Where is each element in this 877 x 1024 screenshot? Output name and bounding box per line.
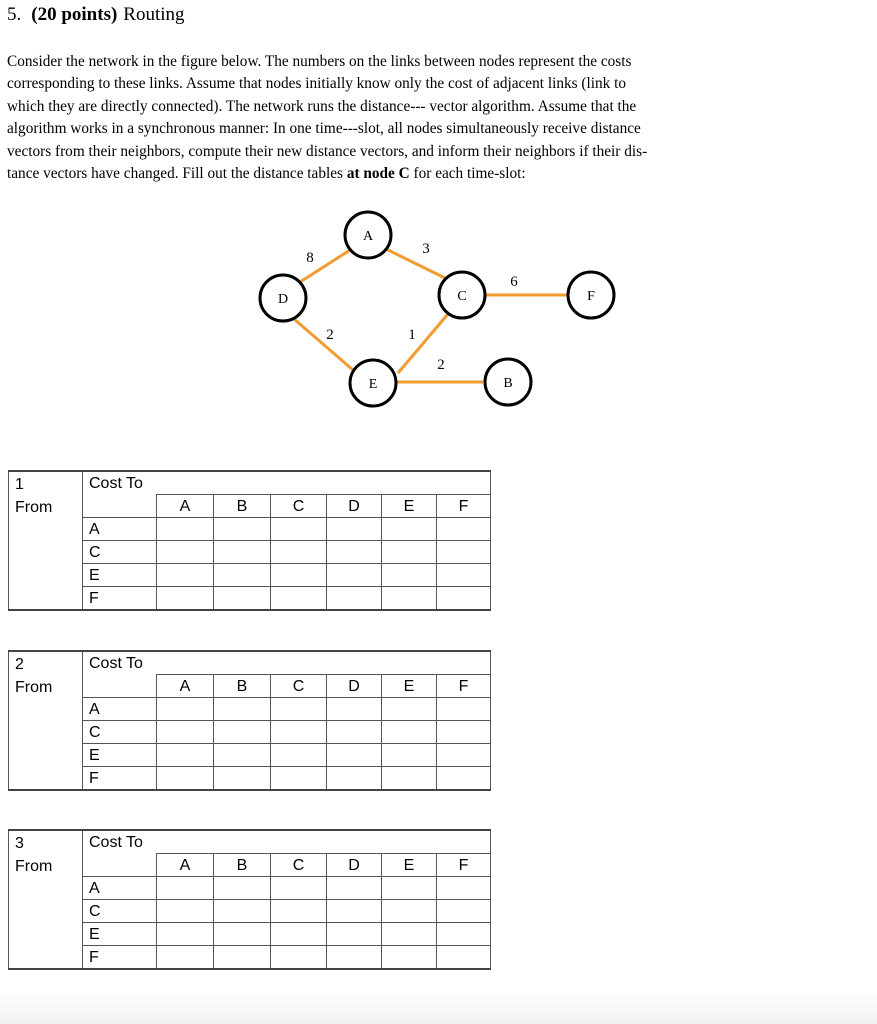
table-cell [214, 698, 271, 721]
table-cell [214, 767, 271, 791]
question-title: Routing [123, 4, 185, 25]
link-cost-e-c: 1 [408, 327, 416, 343]
table-cell [327, 541, 382, 564]
table-row-header: C [83, 721, 157, 744]
page-bottom-shade [0, 990, 877, 1024]
node-a-label: A [362, 229, 374, 244]
distance-table-slot-2 [8, 650, 491, 791]
table-column-header: D [327, 854, 382, 877]
question-line: which they are directly connected). The network runs the distance--- vector algorithm. Assume that the [7, 97, 637, 115]
table-cell [327, 698, 382, 721]
question-line: algorithm works in a synchronous manner: In one time---slot, all nodes simultaneously receive distance [7, 120, 641, 138]
table-cell [327, 744, 382, 767]
question-text: tance vectors have changed. Fill out the distance tables [7, 165, 347, 183]
table-column-header: F [437, 675, 491, 698]
link-cost-e-b: 2 [437, 357, 445, 373]
table-row-header: A [83, 877, 157, 900]
link-cost-a-d: 8 [306, 250, 314, 266]
table-cell [214, 923, 271, 946]
table-cell [271, 698, 327, 721]
table-column-header: C [271, 495, 327, 518]
table-column-header: A [157, 854, 214, 877]
table-cell [382, 721, 437, 744]
table-cell [157, 698, 214, 721]
question-line: corresponding to these links. Assume that nodes initially know only the cost of adjacent links (link to [7, 75, 627, 93]
table-cell [157, 518, 214, 541]
node-e [350, 360, 396, 406]
table-cell [157, 946, 214, 970]
table-cell [437, 877, 491, 900]
table-row-header: F [83, 587, 157, 611]
node-d-label: D [277, 292, 289, 307]
table-header-blank [83, 675, 157, 698]
table-cell [214, 744, 271, 767]
node-c [439, 272, 485, 318]
link-d-e [294, 319, 353, 370]
table-cell [157, 900, 214, 923]
table-cell [214, 900, 271, 923]
table-cell [382, 564, 437, 587]
link-cost-c-f: 6 [510, 274, 518, 290]
table-cell [271, 923, 327, 946]
table-cell [327, 923, 382, 946]
distance-table-slot-3 [8, 829, 491, 970]
table-cell [437, 587, 491, 611]
table-cell [157, 587, 214, 611]
table-column-header: A [157, 675, 214, 698]
table-cell [157, 923, 214, 946]
table-column-header: B [214, 675, 271, 698]
table-cell [327, 767, 382, 791]
node-c-label: C [457, 289, 467, 304]
table-cell [271, 900, 327, 923]
table-cost-to-label: Cost To [83, 471, 491, 495]
table-cell [382, 698, 437, 721]
table-column-header: D [327, 675, 382, 698]
node-a [345, 212, 391, 258]
table-cell [214, 946, 271, 970]
table-cell [214, 721, 271, 744]
table-cell [437, 744, 491, 767]
table-row-header: F [83, 946, 157, 970]
table-column-header: F [437, 495, 491, 518]
table-cell [271, 877, 327, 900]
table-header-blank [83, 854, 157, 877]
table-cell [327, 877, 382, 900]
table-column-header: E [382, 854, 437, 877]
table-cell [437, 541, 491, 564]
link-a-d [297, 250, 350, 284]
table-cost-to-label: Cost To [83, 830, 491, 854]
table-column-header: B [214, 495, 271, 518]
node-d [260, 275, 306, 321]
question-emphasis: at node C [346, 165, 410, 183]
table-cell [157, 721, 214, 744]
table-cost-to-label: Cost To [83, 651, 491, 675]
table-column-header: C [271, 854, 327, 877]
table-slot-label: 2 [9, 651, 83, 675]
table-cell [382, 900, 437, 923]
table-cell [271, 946, 327, 970]
table-row-header: C [83, 541, 157, 564]
table-cell [437, 564, 491, 587]
table-cell [382, 767, 437, 791]
table-row-header: C [83, 900, 157, 923]
table-from-label: From [9, 854, 83, 877]
table-cell [214, 518, 271, 541]
table-cell [327, 721, 382, 744]
table-cell [214, 541, 271, 564]
table-cell [157, 564, 214, 587]
table-row-header: F [83, 767, 157, 791]
table-cell [157, 877, 214, 900]
table-column-header: E [382, 675, 437, 698]
table-cell [271, 587, 327, 611]
question-line: Consider the network in the figure below. The numbers on the links between nodes represent the costs [7, 53, 632, 70]
node-b-label: B [503, 376, 513, 391]
node-b [485, 359, 531, 405]
table-row-header: A [83, 518, 157, 541]
table-cell [382, 744, 437, 767]
node-f-label: F [587, 289, 595, 304]
table-column-header: A [157, 495, 214, 518]
table-row-header: E [83, 923, 157, 946]
node-f [568, 272, 614, 318]
table-cell [157, 541, 214, 564]
table-cell [271, 767, 327, 791]
table-cell [437, 698, 491, 721]
question-number: 5. [7, 4, 22, 25]
table-cell [382, 587, 437, 611]
table-cell [214, 564, 271, 587]
table-from-label: From [9, 675, 83, 698]
table-slot-label: 3 [9, 830, 83, 854]
table-from-label: From [9, 495, 83, 518]
question-text: for each time-slot: [409, 165, 526, 183]
table-cell [271, 721, 327, 744]
table-column-header: F [437, 854, 491, 877]
table-row-header: A [83, 698, 157, 721]
question-line: vectors from their neighbors, compute their new distance vectors, and inform their neighbors if their dis- [7, 142, 648, 160]
table-column-header: B [214, 854, 271, 877]
table-cell [271, 541, 327, 564]
table-cell [327, 900, 382, 923]
link-a-c [386, 249, 447, 279]
table-cell [382, 518, 437, 541]
table-slot-label: 1 [9, 471, 83, 495]
table-cell [437, 767, 491, 791]
link-cost-d-e: 2 [326, 327, 334, 343]
table-cell [327, 518, 382, 541]
table-cell [437, 721, 491, 744]
table-cell [437, 518, 491, 541]
link-cost-a-c: 3 [422, 241, 430, 257]
table-column-header: D [327, 495, 382, 518]
table-column-header: C [271, 675, 327, 698]
table-cell [437, 946, 491, 970]
network-nodes [260, 212, 614, 406]
table-cell [157, 744, 214, 767]
table-cell [327, 587, 382, 611]
table-cell [327, 946, 382, 970]
table-cell [437, 900, 491, 923]
table-cell [271, 564, 327, 587]
network-links [294, 249, 569, 382]
table-cell [271, 744, 327, 767]
table-cell [437, 923, 491, 946]
table-header-blank [83, 495, 157, 518]
table-row-header: E [83, 564, 157, 587]
distance-table-slot-1 [8, 470, 491, 611]
table-cell [382, 946, 437, 970]
network-diagram [0, 0, 877, 430]
table-cell [214, 877, 271, 900]
table-cell [382, 923, 437, 946]
table-cell [271, 518, 327, 541]
table-cell [214, 587, 271, 611]
table-cell [157, 767, 214, 791]
table-row-header: E [83, 744, 157, 767]
table-column-header: E [382, 495, 437, 518]
node-e-label: E [368, 377, 378, 392]
table-cell [327, 564, 382, 587]
table-cell [382, 877, 437, 900]
table-cell [382, 541, 437, 564]
question-points: (20 points) [31, 4, 118, 25]
